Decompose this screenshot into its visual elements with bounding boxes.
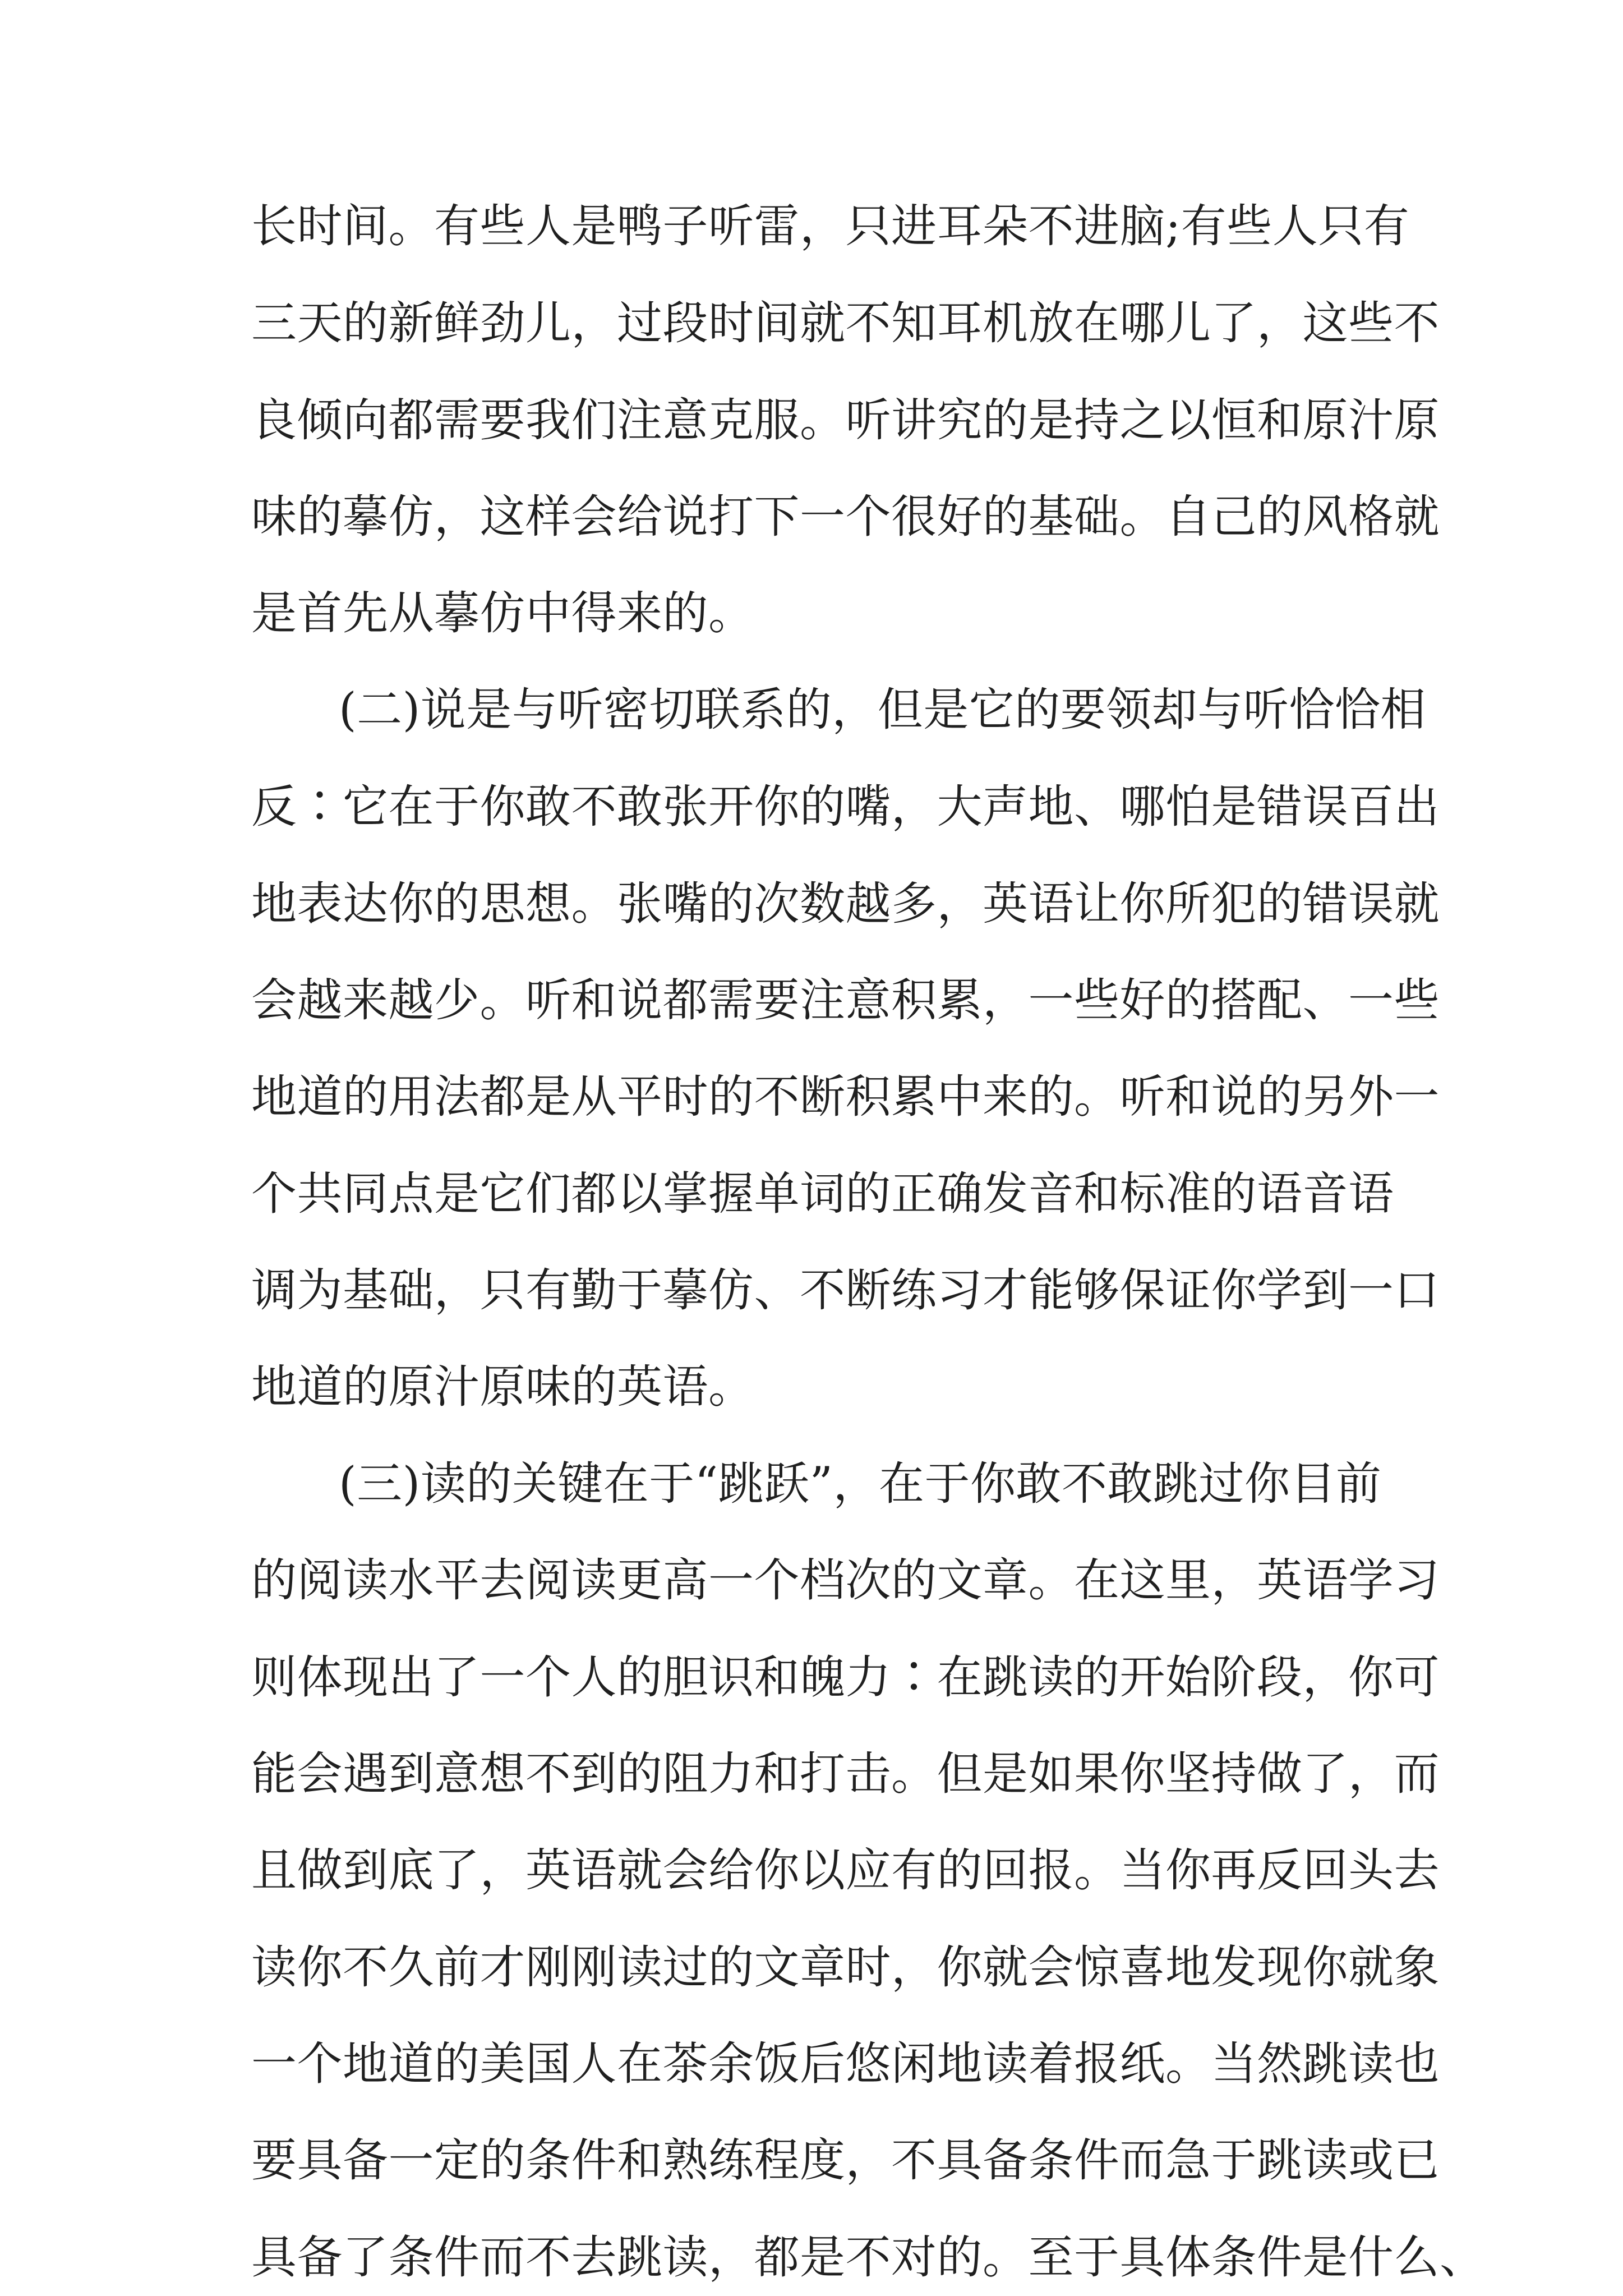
text-line: 三天的新鲜劲儿，过段时间就不知耳机放在哪儿了，这些不 [251,297,1440,350]
text-line: 长时间。有些人是鸭子听雷，只进耳朵不进脑;有些人只有 [251,200,1410,253]
text-line: 的阅读水平去阅读更高一个档次的文章。在这里，英语学习 [251,1554,1440,1607]
text-line: 读你不久前才刚刚读过的文章时，你就会惊喜地发现你就象 [251,1941,1440,1994]
text-line: 则体现出了一个人的胆识和魄力∶在跳读的开始阶段，你可 [251,1651,1440,1704]
text-line: 反∶它在于你敢不敢张开你的嘴，大声地、哪怕是错误百出 [251,781,1440,834]
text-line: 具备了条件而不去跳读，都是不对的。至于具体条件是什么、 [251,2231,1486,2284]
text-line: 会越来越少。听和说都需要注意积累，一些好的搭配、一些 [251,974,1440,1027]
text-line: 个共同点是它们都以掌握单词的正确发音和标准的语音语 [251,1168,1394,1221]
text-line: 一个地道的美国人在茶余饭后悠闲地读着报纸。当然跳读也 [251,2038,1440,2091]
text-line: 能会遇到意想不到的阻力和打击。但是如果你坚持做了，而 [251,1748,1440,1801]
text-line: 地道的用法都是从平时的不断积累中来的。听和说的另外一 [251,1071,1440,1124]
text-line: 要具备一定的条件和熟练程度，不具备条件而急于跳读或已 [251,2134,1440,2187]
text-line: 地表达你的思想。张嘴的次数越多，英语让你所犯的错误就 [251,878,1440,931]
text-line: (二)说是与听密切联系的，但是它的要领却与听恰恰相 [339,684,1426,737]
text-line: 地道的原汁原味的英语。 [251,1361,754,1414]
text-line: 味的摹仿，这样会给说打下一个很好的基础。自己的风格就 [251,491,1440,544]
text-line: 是首先从摹仿中得来的。 [251,587,754,640]
text-line: (三)读的关键在于“跳跃”，在于你敢不敢跳过你目前 [339,1458,1382,1511]
text-line: 且做到底了，英语就会给你以应有的回报。当你再反回头去 [251,1844,1440,1897]
text-line: 调为基础，只有勤于摹仿、不断练习才能够保证你学到一口 [251,1264,1440,1317]
text-line: 良倾向都需要我们注意克服。听讲究的是持之以恒和原汁原 [251,394,1440,447]
